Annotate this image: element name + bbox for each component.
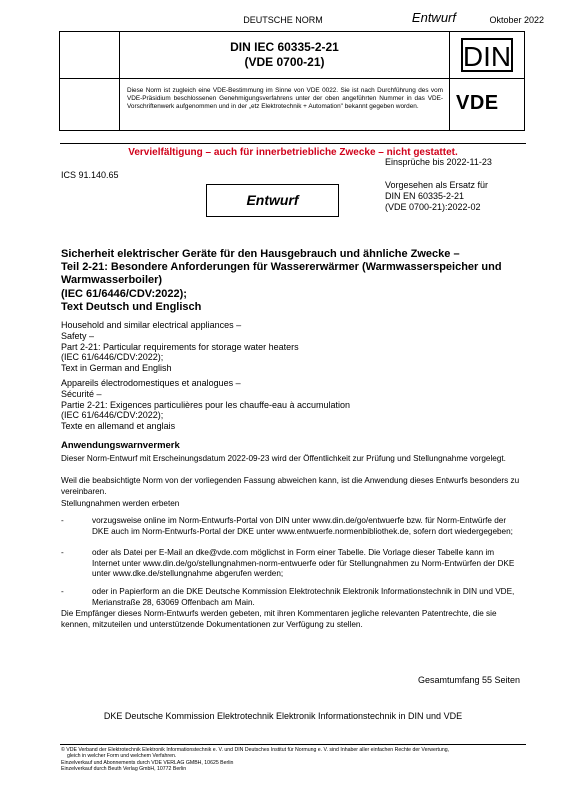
title-french-line1: Appareils électrodomestiques et analogues – (61, 378, 241, 388)
title-german-line2: Teil 2-21: Besondere Anforderungen für Wassererwärmer (Warmwasserspeicher und (61, 261, 502, 274)
footer-line3: Einzelverkauf und Abonnements durch VDE VERLAG GMBH, 10625 Berlin (61, 759, 234, 766)
replacement-note (385, 180, 488, 213)
footer-line1: © VDE Verband der Elektrotechnik Elektronik Informationstechnik e. V. und DIN Deutsches Institut für Normung e. V. sind Inhaber aller einfachen Rechte der Verwertung, (61, 747, 450, 753)
standard-type: DEUTSCHE NORM (243, 15, 323, 25)
title-german-line4: (IEC 61/6446/CDV:2022); (61, 287, 187, 300)
objection-deadline: Einsprüche bis 2022-11-23 (385, 157, 492, 167)
title-english-line3: Part 2-21: Particular requirements for storage water heaters (61, 341, 299, 352)
vde-logo: VDE (456, 92, 499, 114)
title-german-line1: Sicherheit elektrischer Geräte für den Hausgebrauch und ähnliche Zwecke – (61, 248, 460, 260)
usage-paragraph-2: Weil die beabsichtigte Norm von der vorliegenden Fassung abweichen kann, ist die Anwendung dieses Entwurfs besonders zu vereinbaren. (61, 476, 520, 496)
replacement-line1: Vorgesehen als Ersatz für (385, 180, 489, 190)
title-english (61, 320, 521, 374)
title-french-line3: Partie 2-21: Exigences particulières pour les chauffe-eau à accumulation (61, 399, 350, 410)
title-french-line5: Texte en allemand et anglais (61, 421, 176, 432)
usage-heading: Anwendungswarnvermerk (61, 440, 180, 451)
bullet-marker: - (61, 548, 64, 557)
title-french (61, 378, 521, 432)
standard-number-line2: (VDE 0700-21) (244, 55, 325, 69)
title-english-line4: (IEC 61/6446/CDV:2022); (61, 352, 164, 363)
title-block-rule (60, 78, 524, 79)
draft-box: Entwurf (206, 184, 339, 217)
issue-date: Oktober 2022 (489, 15, 544, 25)
footer-line4: Einzelverkauf durch Beuth Verlag GmbH, 10772 Berlin (61, 766, 187, 773)
standard-number-line1: DIN IEC 60335-2-21 (230, 40, 339, 54)
draft-label: Entwurf (411, 10, 456, 25)
title-block (59, 31, 525, 131)
standard-number (120, 40, 449, 70)
replacement-line2: DIN EN 60335-2-21 (385, 191, 465, 201)
ics-code: ICS 91.140.65 (61, 170, 119, 180)
usage-paragraph-4: Die Empfänger dieses Norm-Entwurfs werden gebeten, mit ihren Kommentaren jegliche relevanten Patentrechte, die sie kennen, mitzuteilen und unterstützende Dokumentationen zur Verfügung zu stellen. (61, 609, 497, 629)
usage-paragraph-3: Stellungnahmen werden erbeten (61, 499, 180, 508)
title-german-line5: Text Deutsch und Englisch (61, 300, 202, 313)
copy-warning: Vervielfältigung – auch für innerbetriebliche Zwecke – nicht gestattet. (60, 143, 526, 158)
title-english-line5: Text in German and English (61, 363, 172, 374)
din-logo (456, 37, 518, 73)
copyright-footer (61, 747, 561, 773)
bullet-text: vorzugsweise online im Norm-Entwurfs-Portal von DIN unter www.din.de/go/entwuerfe bzw. für Norm-Entwürfe der DKE auch im Norm-Entwurfs-Portal der DKE unter www.entwuerfe.normenbibliothek.de, sofern dort wiedergegeben; (92, 516, 513, 536)
bullet-marker: - (61, 587, 64, 596)
footer-rule (60, 744, 526, 745)
total-pages: Gesamtumfang 55 Seiten (417, 675, 520, 685)
title-german-line3: Warmwasserboiler) (61, 274, 163, 287)
bullet-text: oder in Papierform an die DKE Deutsche Kommission Elektrotechnik Elektronik Informationstechnik in DIN und VDE, Merianstraße 28, 63069 Offenbach am Main. (92, 587, 515, 607)
din-logo-text: DIN (462, 41, 512, 72)
bullet-marker: - (61, 516, 64, 525)
title-german (61, 248, 531, 314)
title-block-left-cell (60, 32, 120, 130)
bullet-text: oder als Datei per E-Mail an dke@vde.com möglichst in Form einer Tabelle. Die Vorlage dieser Tabelle kann im Internet unter www.din.de/go/stellungnahmen-norm-entwuerfe oder für Stellungnahmen zu Norm-Entwürfen der DKE unter www.dke.de/stellungnahme abgerufen werden; (92, 548, 515, 578)
title-french-line2: Sécurité – (61, 388, 102, 399)
title-french-line4: (IEC 61/6446/CDV:2022); (61, 410, 164, 421)
usage-paragraph-1: Dieser Norm-Entwurf mit Erscheinungsdatum 2022-09-23 wird der Öffentlichkeit zur Prüfung und Stellungnahme vorgelegt. (61, 454, 506, 463)
title-english-line1: Household and similar electrical appliances – (61, 320, 242, 330)
dke-line: DKE Deutsche Kommission Elektrotechnik Elektronik Informationstechnik in DIN und VDE (103, 711, 463, 721)
title-english-line2: Safety – (61, 330, 95, 341)
title-block-divider (449, 32, 450, 130)
replacement-line3: (VDE 0700-21):2022-02 (385, 202, 481, 212)
vde-note: Diese Norm ist zugleich eine VDE-Bestimmung im Sinne von VDE 0022. Sie ist nach Durchführung des vom VDE-Präsidium beschlossenen Genehmigungsverfahrens unter der oben angeführten Nummer in das VDE-Vorschriftenwerk aufgenommen und in der „etz Elektrotechnik + Automation" bekannt gegeben worden. (127, 87, 443, 111)
footer-line2: gleich in welcher Form und welchem Verfahren. (67, 753, 177, 760)
